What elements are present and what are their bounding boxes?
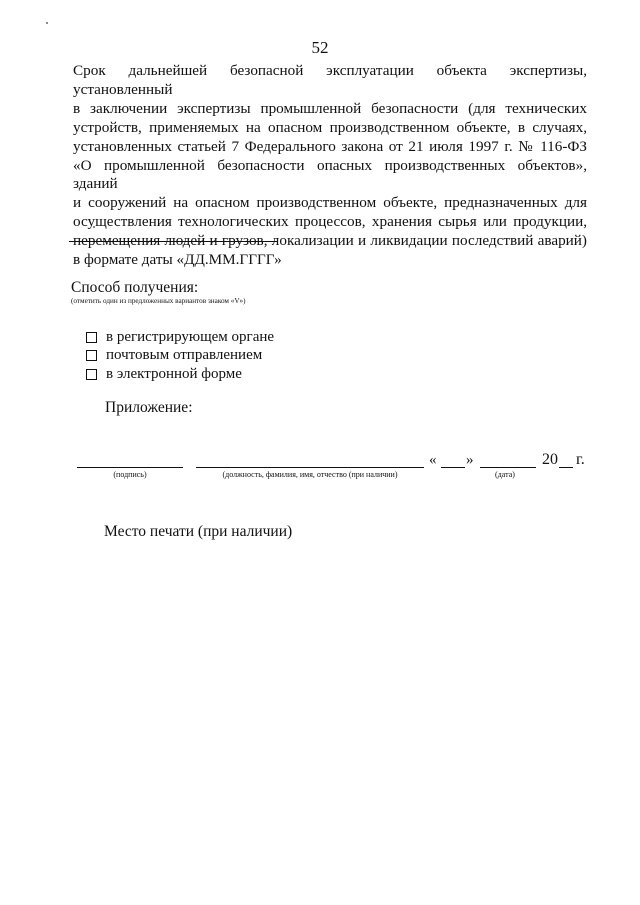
page-number: 52 — [311, 38, 329, 57]
signature-input-line[interactable] — [77, 467, 183, 468]
signature-caption: (подпись) — [113, 470, 147, 479]
expiry-date-input-line[interactable] — [69, 241, 277, 242]
paragraph-line: установленных статьей 7 Федерального закона от 21 июля 1997 г. № 116-ФЗ — [73, 137, 587, 155]
date-open-quote: « — [429, 452, 437, 468]
paragraph-line: «О промышленной безопасности опасных производственных объектов», зданий — [73, 156, 587, 193]
name-caption: (должность, фамилия, имя, отчество (при наличии) — [222, 470, 398, 479]
receipt-method-heading: Способ получения: — [71, 279, 199, 296]
option-label: в регистрирующем органе — [106, 329, 275, 345]
receipt-option-post[interactable] — [86, 347, 262, 364]
month-input-line[interactable] — [480, 467, 536, 468]
paragraph-line: устройств, применяемых на опасном производственном объекте, в случаях, — [73, 118, 587, 136]
option-label: в электронной форме — [106, 366, 242, 382]
date-caption: (дата) — [495, 470, 515, 479]
paragraph-line: в формате даты «ДД.ММ.ГГГГ» — [73, 251, 282, 269]
year-suffix: г. — [576, 451, 585, 468]
day-input-line[interactable] — [441, 467, 465, 468]
checkbox[interactable] — [86, 369, 97, 380]
option-label: почтовым отправлением — [106, 347, 263, 363]
paragraph-line: и сооружений на опасном производственном объекте, предназначенных для — [73, 194, 587, 212]
year-prefix: 20 — [542, 451, 558, 468]
paragraph-line: Срок дальнейшей безопасной эксплуатации объекта экспертизы, установленный — [73, 62, 587, 98]
attachment-label: Приложение: — [105, 399, 193, 416]
paragraph-line: в заключении экспертизы промышленной безопасности (для технических — [73, 99, 587, 117]
checkbox[interactable] — [86, 332, 97, 343]
paragraph-line: перемещения людей и грузов, локализации и ликвидации последствий аварий) — [73, 232, 587, 250]
scan-speck — [46, 22, 48, 24]
paragraph-line: осуществления технологических процессов, хранения сырья или продукции, — [73, 213, 587, 231]
name-input-line[interactable] — [196, 467, 424, 468]
receipt-option-registering-body[interactable] — [86, 329, 274, 346]
receipt-option-electronic[interactable] — [86, 366, 242, 383]
seal-place-label: Место печати (при наличии) — [104, 523, 293, 540]
checkbox[interactable] — [86, 350, 97, 361]
receipt-method-hint: (отметить один из предложенных вариантов знаком «V») — [71, 297, 246, 305]
year-input-line[interactable] — [559, 467, 573, 468]
date-close-quote: » — [466, 452, 474, 468]
expiry-term-paragraph — [73, 62, 587, 270]
